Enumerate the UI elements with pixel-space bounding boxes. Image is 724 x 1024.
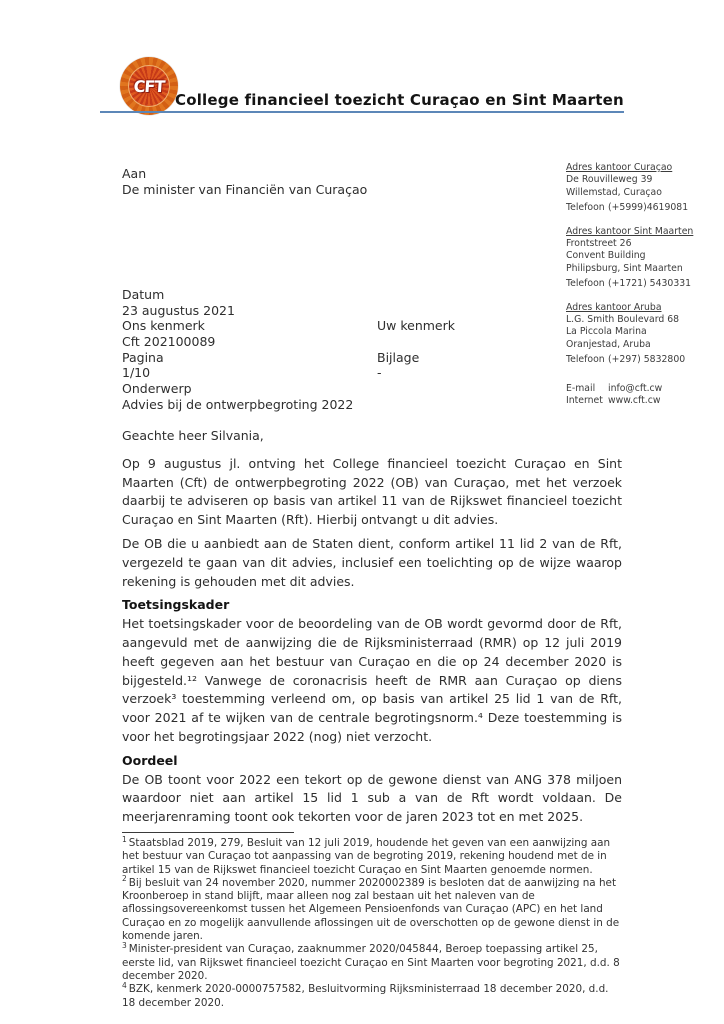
phone-label: Telefoon	[566, 278, 605, 290]
meta-row-kenmerk-labels	[122, 318, 622, 334]
footnote-marker: 4	[122, 980, 127, 990]
ons-kenmerk-label: Ons kenmerk	[122, 318, 205, 334]
contact-block	[566, 383, 706, 408]
address-line: Convent Building	[566, 250, 646, 262]
meta-row-datum-value	[122, 303, 622, 319]
letter-meta-block	[122, 287, 622, 413]
uw-kenmerk-label: Uw kenmerk	[377, 318, 455, 334]
pagina-label: Pagina	[122, 349, 164, 365]
meta-row-pagina-labels	[122, 350, 622, 366]
datum-value: 23 augustus 2021	[122, 302, 235, 318]
footnote-text: BZK, kenmerk 2020-0000757582, Besluitvorming Rijksministerraad 18 december 2020, d.d. 18 december 2020.	[122, 983, 609, 1009]
email-label: E-mail	[566, 382, 596, 394]
paragraph-toetsingskader: Het toetsingskader voor de beoordeling van de OB wordt gevormd door de Rft, aangevuld met de aanwijzing die de Rijksministerraad (RMR) op 12 juli 2019 heeft gegeven aan het bestuur van Curaçao en die op 24 december 2020 is bijgesteld.¹² Vanwege de coronacrisis heeft de RMR aan Curaçao op diens verzoek³ toestemming verleend om, op basis van artikel 25 lid 1 van de Rft, voor 2021 af te wijken van de centrale begrotingsnorm.⁴ Deze toestemming is voor het begrotingsjaar 2022 (nog) niet verzocht.	[122, 616, 622, 744]
meta-row-pagina-values	[122, 365, 622, 381]
organization-title: College financieel toezicht Curaçao en Sint Maarten	[175, 91, 624, 109]
office-curacao-label: Adres kantoor Curaçao	[566, 162, 673, 173]
office-sint-maarten-label: Adres kantoor Sint Maarten	[566, 225, 694, 237]
onderwerp-label: Onderwerp	[122, 381, 192, 397]
office-curacao-phone-row	[566, 202, 706, 214]
salutation: Geachte heer Silvania,	[122, 428, 264, 443]
bijlage-label: Bijlage	[377, 349, 420, 365]
office-aruba-phone-row	[566, 354, 706, 366]
paragraph-intro: Op 9 augustus jl. ontving het College financieel toezicht Curaçao en Sint Maarten (Cft) de ontwerpbegroting 2022 (OB) van Curaçao, met het verzoek daarbij te adviseren op basis van artikel 11 van de Rijkswet financieel toezicht Curaçao en Sint Maarten (Rft). Hierbij ontvangt u dit advies.	[122, 455, 622, 528]
meta-row-datum-label	[122, 287, 622, 303]
phone-label: Telefoon	[566, 354, 605, 366]
address-line: De Rouvilleweg 39	[566, 174, 653, 186]
footnote-text: Bij besluit van 24 november 2020, nummer 2020002389 is besloten dat de aanwijzing na het Kroonberoep in stand blijft, maar alleen nog zal bestaan uit het naleven van de aflossingsovereenkomst tussen het Algemeen Pensioenfonds van Curaçao (APC) en het land Curaçao en zo mogelijk aanvullende aflossingen uit de overschotten op de gewone dienst in de komende jaren.	[122, 876, 620, 943]
cft-logo	[120, 57, 178, 115]
footnote-separator-line	[122, 832, 294, 833]
footnote-3	[122, 940, 624, 983]
phone-value: (+297) 5832800	[608, 354, 686, 366]
footnote-2	[122, 874, 624, 943]
footnote-text: Staatsblad 2019, 279, Besluit van 12 juli 2019, houdende het geven van een aanwijzing aan het bestuur van Curaçao tot aanpassing van de begroting 2019, rekening houdend met de in artikel 15 van de Rijkswet financieel toezicht Curaçao en Sint Maarten genoemde normen.	[122, 837, 611, 876]
address-line: La Piccola Marina	[566, 326, 647, 338]
phone-value: (+1721) 5430331	[608, 278, 692, 290]
meta-row-kenmerk-values	[122, 334, 622, 350]
email-row	[566, 383, 706, 395]
footnote-4	[122, 980, 624, 1010]
internet-label: Internet	[566, 395, 603, 407]
onderwerp-value: Advies bij de ontwerpbegroting 2022	[122, 396, 354, 412]
internet-row	[566, 395, 706, 407]
address-line: Willemstad, Curaçao	[566, 186, 662, 198]
paragraph-oordeel: De OB toont voor 2022 een tekort op de gewone dienst van ANG 378 miljoen waardoor niet aan artikel 15 lid 1 sub a van de Rft wordt voldaan. De meerjarenraming toont ook tekorten voor de jaren 2023 tot en met 2025.	[122, 771, 622, 825]
email-value: info@cft.cw	[608, 382, 663, 394]
footnote-1	[122, 834, 624, 877]
address-line: L.G. Smith Boulevard 68	[566, 314, 680, 326]
header-divider-line	[100, 111, 624, 113]
recipient-label: Aan	[122, 166, 147, 181]
recipient-block	[122, 166, 367, 197]
bijlage-value: -	[377, 365, 382, 381]
office-sint-maarten-phone-row	[566, 278, 706, 290]
datum-label: Datum	[122, 287, 165, 302]
address-line: Oranjestad, Aruba	[566, 338, 651, 350]
address-line: Frontstreet 26	[566, 238, 632, 250]
recipient-name: De minister van Financiën van Curaçao	[122, 181, 368, 197]
footnotes-block	[122, 834, 624, 1010]
letter-body	[122, 427, 622, 832]
phone-value: (+5999)4619081	[608, 202, 689, 214]
footnote-marker: 3	[122, 940, 127, 950]
internet-value: www.cft.cw	[608, 395, 661, 407]
office-aruba	[566, 302, 706, 367]
footnote-marker: 1	[122, 834, 127, 844]
office-curacao	[566, 162, 706, 215]
office-aruba-label: Adres kantoor Aruba	[566, 301, 662, 313]
meta-row-onderwerp-value	[122, 397, 622, 413]
paragraph-advies: De OB die u aanbiedt aan de Staten dient, conform artikel 11 lid 2 van de Rft, vergezeld te gaan van dit advies, inclusief een toelichting op de wijze waarop rekening is gehouden met dit advies.	[122, 535, 622, 589]
ons-kenmerk-value: Cft 202100089	[122, 334, 216, 350]
footnote-text: Minister-president van Curaçao, zaaknummer 2020/045844, Beroep toepassing artikel 25, eerste lid, van Rijkswet financieel toezicht Curaçao en Sint Maarten voor begroting 2021, d.d. 8 december 2020.	[122, 943, 620, 982]
cft-logo-text: CFT	[133, 76, 165, 96]
office-sint-maarten	[566, 226, 706, 291]
address-line: Philipsburg, Sint Maarten	[566, 262, 683, 274]
office-addresses-sidebar	[566, 162, 706, 408]
section-heading-toetsingskader: Toetsingskader	[122, 597, 230, 613]
pagina-value: 1/10	[122, 365, 151, 381]
section-heading-oordeel: Oordeel	[122, 752, 178, 768]
footnote-marker: 2	[122, 874, 127, 884]
meta-row-onderwerp-label	[122, 381, 622, 397]
phone-label: Telefoon	[566, 202, 605, 214]
